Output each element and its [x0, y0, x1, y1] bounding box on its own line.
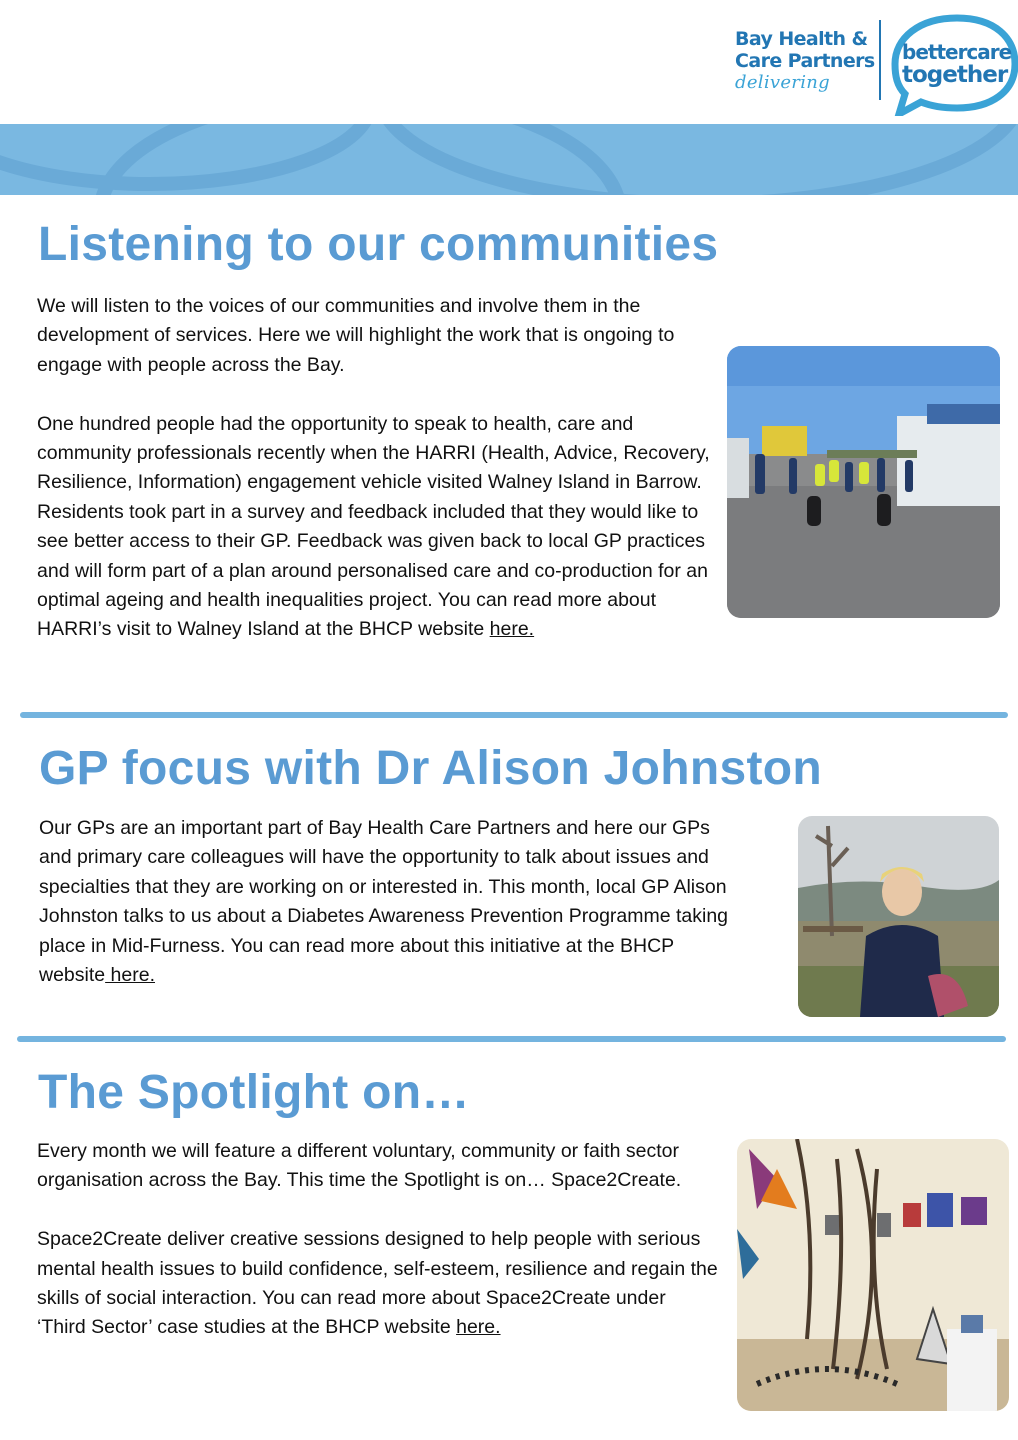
decorative-banner	[0, 124, 1018, 195]
dr-alison-johnston-photo	[798, 816, 999, 1017]
better-care-logo-line-2: together	[902, 62, 1008, 88]
better-care-logo-line-1: bettercare	[902, 40, 1012, 64]
paragraph	[37, 410, 719, 645]
paragraph-text: Space2Create deliver creative sessions designed to help people with serious mental health issues to build confidence, self-esteem, resilience and regain the skills of social interaction. You can read more about Space2Create under ‘Third Sector’ case studies at the BHCP website	[37, 1228, 718, 1339]
bay-health-logo	[735, 28, 880, 94]
section-body-spotlight	[37, 1137, 719, 1343]
logo-tagline: delivering	[735, 72, 830, 93]
paragraph: Every month we will feature a different voluntary, community or faith sector organisation across the Bay. This time the Spotlight is on… Space2Create.	[37, 1140, 682, 1192]
page-header	[0, 0, 1018, 124]
paragraph-text: Our GPs are an important part of Bay Health Care Partners and here our GPs and primary care colleagues will have the opportunity to talk about issues and specialties that they are working on or interested in. This month, local GP Alison Johnston talks to us about a Diabetes Awareness Prevention Programme taking place in Mid-Furness. You can read more about this initiative at the BHCP website	[39, 817, 729, 987]
here-link-gp-focus[interactable]: here.	[105, 964, 155, 987]
here-link-spotlight[interactable]: here.	[456, 1316, 501, 1339]
here-link-harri[interactable]: here.	[489, 618, 535, 641]
paragraph: We will listen to the voices of our communities and involve them in the development of services. Here we will highlight the work that is ongoing to engage with people across the Bay.	[37, 295, 675, 376]
section-title-gp-focus: GP focus with Dr Alison Johnston	[39, 742, 822, 795]
section-title-listening: Listening to our communities	[38, 218, 719, 271]
section-title-spotlight: The Spotlight on…	[38, 1066, 470, 1119]
section-divider	[20, 712, 1008, 718]
logo-line-1: Bay Health &	[735, 28, 868, 50]
paragraph	[37, 1225, 719, 1343]
section-body-listening	[37, 292, 719, 645]
section-body-gp-focus	[39, 814, 744, 990]
paragraph-text: One hundred people had the opportunity to speak to health, care and community professionals recently when the HARRI (Health, Advice, Recovery, Resilience, Information) engagement vehicle visited Walney Island in Barrow. Residents took part in a survey and feedback included that they would like to see better access to their GP. Feedback was given back to local GP practices and will form part of a plan around personalised care and co-production for an optimal ageing and health inequalities project. You can read more about HARRI’s visit to Walney Island at the BHCP website	[37, 412, 710, 641]
harri-visit-photo	[727, 346, 1000, 618]
space2create-gallery-photo	[737, 1139, 1009, 1411]
paragraph	[39, 814, 744, 990]
logo-line-2: Care Partners	[735, 50, 875, 72]
section-divider	[17, 1036, 1006, 1042]
logo-divider	[879, 20, 881, 100]
